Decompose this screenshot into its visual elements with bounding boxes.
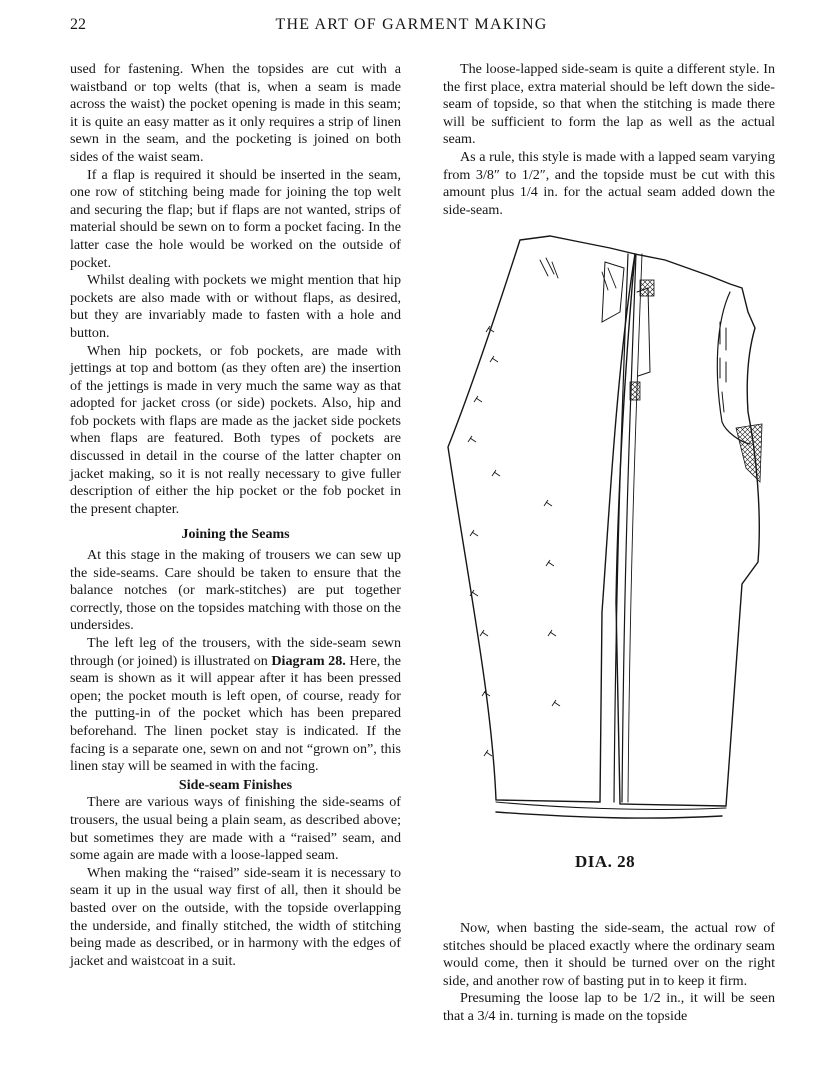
trouser-leg-diagram [430, 232, 790, 852]
page-header [0, 16, 823, 40]
fraction: 1/4 [519, 184, 538, 201]
right-column-top [443, 61, 775, 219]
paragraph: At this stage in the making of trousers we can sew up the side-seams. Care should be taken to ensure that the balance notches (or mark-stitches) are put together correctly, those on the topsides matching with those on the undersides. [70, 547, 401, 634]
paragraph: used for fastening. When the topsides are cut with a waistband or top welts (that is, when a seam is made across the waist) the pocket opening is made in this seam; it is quite an easy matter as it only requires a strip of linen sewn in the seam, and the pocketing is joined on both sides of the waist seam. [70, 61, 401, 165]
left-column [70, 61, 401, 970]
text-run: ″ to [493, 166, 522, 183]
fraction: 3/4 [477, 1007, 496, 1024]
text-run: The left leg of the trousers, with the side-seam sewn through (or joined) is illustrated on [70, 635, 401, 669]
text-run: Presuming the loose lap to be [460, 990, 643, 1007]
linen-stay [640, 280, 654, 296]
paragraph: The loose-lapped side-seam is quite a different style. In the first place, extra material should be left down the side-seam of topside, so that when the stitching is made there will be sufficient to form the lap as well as the actual seam. [443, 61, 775, 148]
diagram-reference: Diagram 28. [271, 652, 346, 669]
diagram-label: DIA. 28 [575, 852, 636, 871]
section-heading-finishes: Side-seam Finishes [178, 777, 293, 793]
paragraph: Whilst dealing with pockets we might mention that hip pockets are also made with or without flaps, as desired, but they are invariably made to fasten with a hole and button. [70, 272, 401, 341]
paragraph: There are various ways of finishing the side-seams of trousers, the usual being a plain seam, as described above; but sometimes they are made with a “raised” seam, and some again are made with a loose-lapped seam. [70, 794, 401, 864]
paragraph [70, 635, 401, 776]
linen-stay [630, 382, 640, 400]
text-run: Here, the seam is shown as it will appear after it has been pressed open; the pocket mouth is left open, of course, ready for the putting-in of the pocket which has been prepared beforehand. The linen pocket stay is indicated. If the facing is a separate one, sewn on and not “grown on”, this linen stay will be seamed in with the facing. [70, 652, 402, 775]
text-run: As a rule, this style is made with a lapped seam varying from [443, 148, 775, 183]
fraction: 3/8 [475, 166, 494, 183]
text-run: in. for the actual seam added down the side-seam. [443, 184, 775, 218]
paragraph [443, 149, 775, 219]
text-run: in., it will be seen that a [443, 990, 775, 1024]
fly-stitching [720, 322, 726, 412]
page-number: 22 [70, 16, 86, 33]
paragraph: When making the “raised” side-seam it is necessary to seam it up in the usual way first of all, then it should be basted over on the outside, with the topside overlapping the underside, and finally stitched, the width of stitching being made as described, or in harmony with the edges of jacket and waistcoat in a suit. [70, 864, 401, 969]
pocket-mouth [602, 262, 624, 322]
text-run: ″, and the topside must be cut with this amount plus [443, 166, 775, 201]
fraction: 1/2 [521, 166, 540, 183]
facing-hatch [736, 424, 762, 482]
paragraph: Now, when basting the side-seam, the actual row of stitches should be placed exactly where the ordinary seam would come, then it should be turned over on the right side, and another row of basting put in to keep it firm. [443, 920, 775, 989]
paragraph [443, 990, 775, 1025]
section-heading-joining: Joining the Seams [181, 527, 290, 543]
text-run: in. turning is made on the topside [495, 1007, 688, 1024]
right-column-bottom [443, 920, 775, 1026]
paragraph: If a flap is required it should be inserted in the seam, one row of stitching being made for joining the top welt and securing the flap; but if flaps are not wanted, strips of material should be sewn on to form a pocket facing. In the latter case the hole would be worked on the outside of pocket. [70, 166, 401, 271]
side-seam-line [614, 254, 628, 802]
leg-outline-left [448, 236, 635, 802]
fraction: 1/2 [642, 990, 661, 1007]
paragraph: When hip pockets, or fob pockets, are made with jettings at top and bottom (as they often are) the insertion of the jettings is made in very much the same way as that adopted for jacket cross (or side) pockets. Also, hip and fob pockets with flaps are made as the jacket side pockets when flaps are featured. Both types of pockets are discussed in detail in the course of the latter chapter on jacket making, so it is not really necessary to give fuller description of either the hip pocket or the fob pocket in the present chapter. [70, 342, 401, 517]
running-title: THE ART OF GARMENT MAKING [275, 16, 548, 33]
leg-outline-right [616, 254, 759, 806]
